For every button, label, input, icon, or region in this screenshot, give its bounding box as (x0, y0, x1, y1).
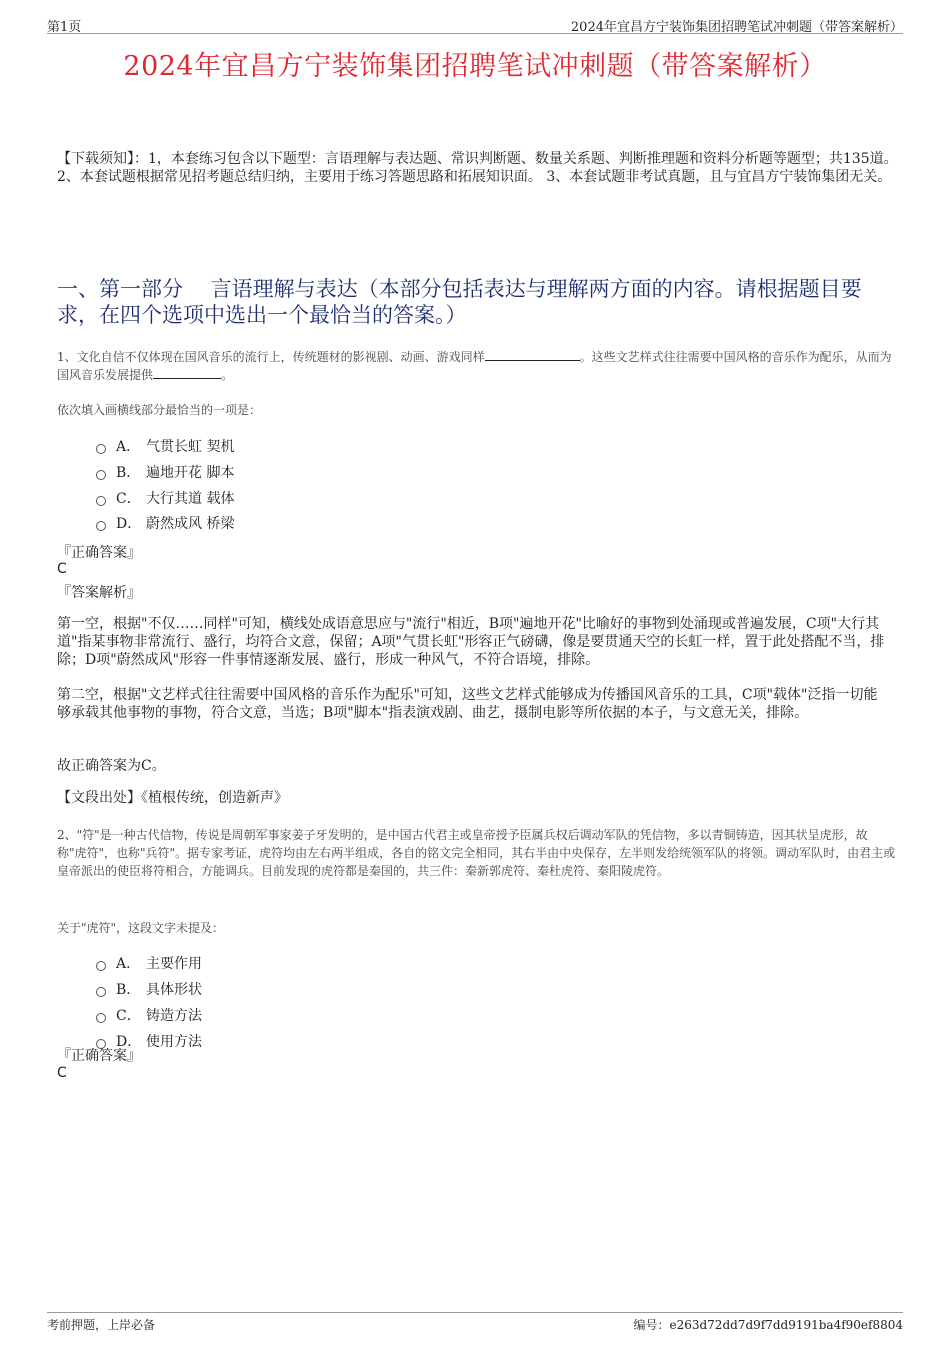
option-letter: B． (116, 465, 141, 481)
question-1-stem-part-c: 。 (221, 368, 234, 382)
question-1-stem-part-b: 。这些文艺样式往往需要中国风格的音乐作为配乐，从而为国风音乐发展提供 (57, 350, 892, 382)
footer-slogan: 考前押题，上岸必备 (47, 1318, 156, 1332)
question-1-stem (57, 348, 897, 384)
option-letter: A． (116, 956, 141, 972)
option-letter: C． (116, 1008, 141, 1024)
analysis-paragraph-2: 第二空，根据"文艺样式往往需要中国风格的音乐作为配乐"可知，这些文艺样式能够成为传播国风音乐的工具，C项"载体"泛指一切能够承载其他事物的事物，符合文意，当选；B项"脚本"指表演戏剧、曲艺，摄制电影等所依据的本子，与文意无关，排除。 (57, 687, 878, 721)
radio-icon[interactable] (96, 470, 106, 480)
footer-document-id: 编号：e263d72dd7d9f7dd9191ba4f90ef8804 (633, 1318, 903, 1332)
option-text: 主要作用 (146, 956, 202, 972)
page-number: 第1页 (47, 20, 82, 35)
question-1-stem-part-a: 1、文化自信不仅体现在国风音乐的流行上，传统题材的影视剧、动画、游戏同样 (57, 350, 485, 364)
radio-icon[interactable] (96, 961, 106, 971)
option-letter: C． (116, 491, 141, 507)
radio-icon[interactable] (96, 1013, 106, 1023)
question-1-option-c[interactable] (96, 489, 234, 507)
question-1-prompt: 依次填入画横线部分最恰当的一项是： (57, 403, 262, 417)
option-text: 遍地开花 脚本 (146, 465, 235, 481)
header-divider (47, 33, 903, 34)
radio-icon[interactable] (96, 987, 106, 997)
analysis-conclusion: 故正确答案为C。 (57, 758, 166, 774)
option-text: 使用方法 (146, 1034, 202, 1050)
correct-answer-label: 『正确答案』 (57, 1048, 141, 1064)
download-notice: 【下载须知】：1，本套练习包含以下题型：言语理解与表达题、常识判断题、数量关系题、判断推理题和资料分析题等题型；共135道。 2、本套试题根据常见招考题总结归纳，主要用于练习答题思路和拓展知识面。 3、本套试题非考试真题，且与宜昌方宁装饰集团无关。 (57, 151, 898, 185)
option-letter: D． (116, 516, 142, 532)
option-text: 蔚然成风 桥梁 (146, 516, 235, 532)
correct-answer: C (57, 561, 67, 577)
question-1-option-a[interactable] (96, 437, 234, 455)
option-letter: B． (116, 982, 141, 998)
page-title: 2024年宜昌方宁装饰集团招聘笔试冲刺题（带答案解析） (123, 51, 827, 82)
option-text: 气贯长虹 契机 (146, 439, 235, 455)
option-text: 铸造方法 (146, 1008, 202, 1024)
option-text: 具体形状 (146, 982, 202, 998)
blank-2 (153, 366, 221, 379)
correct-answer: C (57, 1065, 67, 1081)
question-2-option-a[interactable] (96, 954, 202, 972)
passage-source: 【文段出处】《植根传统，创造新声》 (57, 790, 288, 806)
option-letter: A． (116, 439, 141, 455)
footer-divider (47, 1312, 903, 1313)
option-letter: D． (116, 1034, 142, 1050)
question-1-option-b[interactable] (96, 463, 234, 481)
blank-1 (485, 348, 580, 361)
radio-icon[interactable] (96, 521, 106, 531)
question-1-option-d[interactable] (96, 514, 234, 532)
radio-icon[interactable] (96, 444, 106, 454)
question-2-option-c[interactable] (96, 1006, 202, 1024)
question-2-stem: 2、"符"是一种古代信物，传说是周朝军事家姜子牙发明的，是中国古代君主或皇帝授予臣属兵权后调动军队的凭信物，多以青铜铸造，因其状呈虎形，故称"虎符"，也称"兵符"。据专家考证，虎符均由左右两半组成，各自的铭文完全相同，其右半由中央保存，左半则发给统领军队的将领。调动军队时，由君主或皇帝派出的使臣将符相合，方能调兵。目前发现的虎符都是秦国的，共三件：秦新郭虎符、秦杜虎符、秦阳陵虎符。 (57, 828, 896, 878)
question-2-prompt: 关于"虎符"，这段文字未提及： (57, 921, 225, 935)
analysis-paragraph-1: 第一空，根据"不仅……同样"可知，横线处成语意思应与"流行"相近，B项"遍地开花"比喻好的事物到处涌现或普遍发展，C项"大行其道"指某事物非常流行、盛行，均符合文意，保留；A项"气贯长虹"形容正气磅礴，像是要贯通天空的长虹一样，置于此处搭配不当，排除；D项"蔚然成风"形容一件事情逐渐发展、盛行，形成一种风气，不符合语境，排除。 (57, 616, 885, 668)
radio-icon[interactable] (96, 496, 106, 506)
question-2-option-b[interactable] (96, 980, 202, 998)
analysis-label: 『答案解析』 (57, 585, 141, 601)
option-text: 大行其道 载体 (146, 491, 235, 507)
correct-answer-label: 『正确答案』 (57, 545, 141, 561)
section-heading: 一、第一部分 言语理解与表达（本部分包括表达与理解两方面的内容。请根据题目要求，在四个选项中选出一个最恰当的答案。） (57, 277, 862, 327)
running-header-title: 2024年宜昌方宁装饰集团招聘笔试冲刺题（带答案解析） (570, 20, 903, 35)
